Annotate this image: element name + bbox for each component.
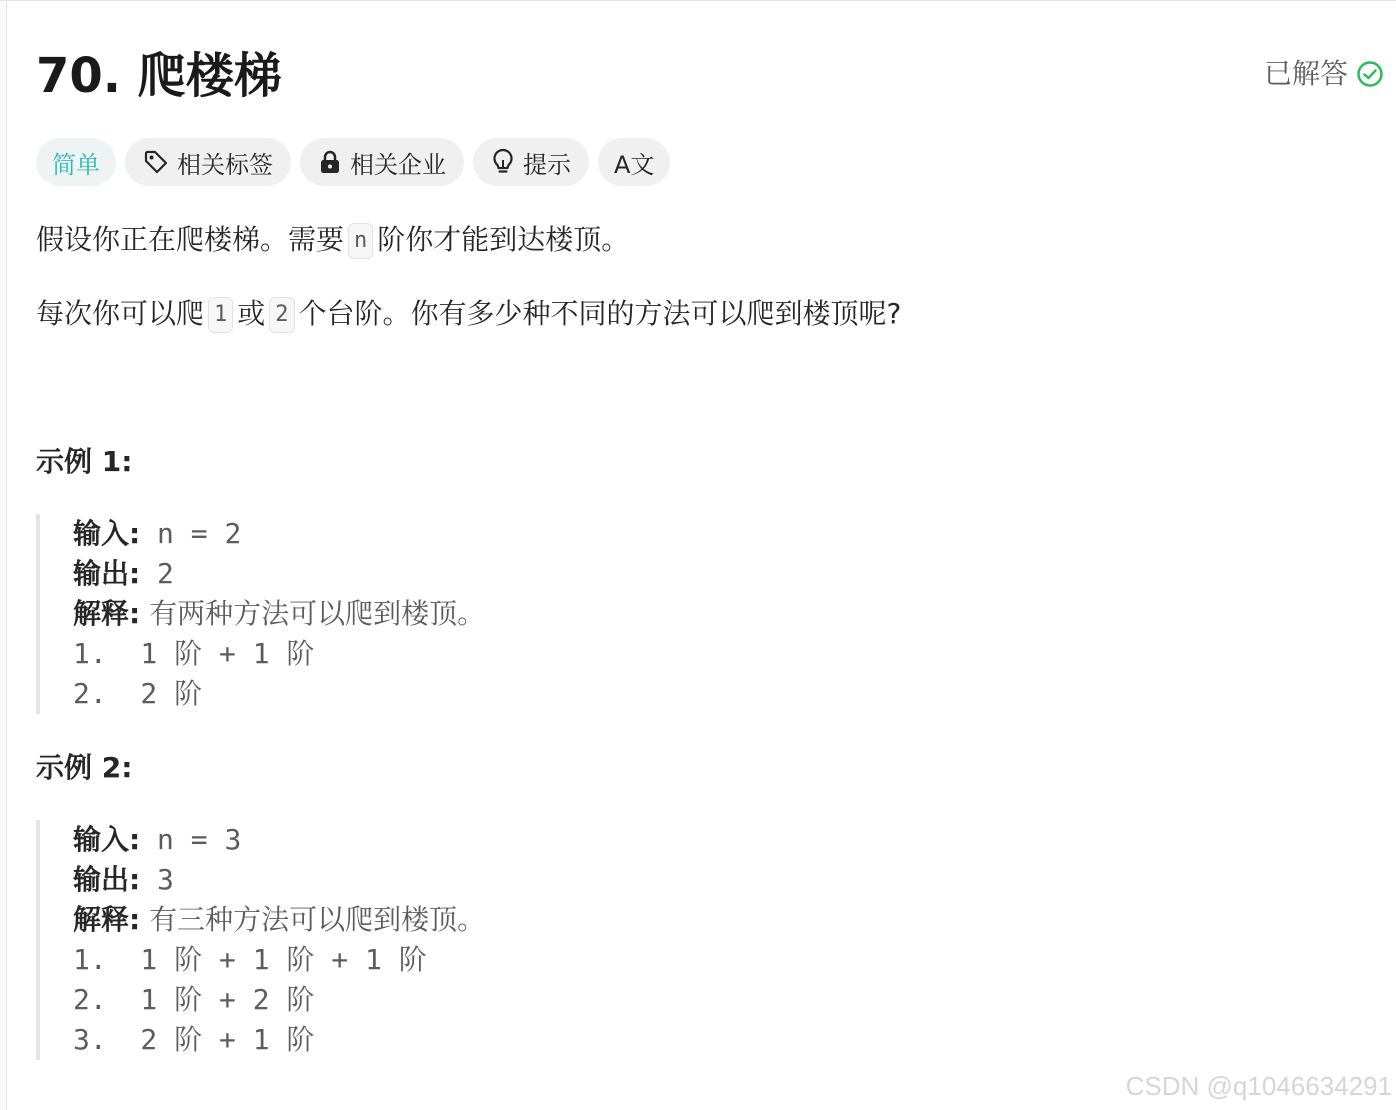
description-text: 假设你正在爬楼梯。需要 [36,223,345,256]
companies-label: 相关企业 [350,150,446,179]
hint-label: 提示 [523,150,571,179]
example-2-title: 示例 2: [36,751,133,784]
description-text: 或 [237,297,266,330]
description-paragraph-2 [36,294,901,334]
example-step: 2. 2 阶 [73,677,203,710]
explain-label: 解释: [73,597,141,630]
example-line [73,900,485,940]
example-line [73,514,485,554]
solved-label: 已解答 [1263,57,1348,90]
example-step: 1. 1 阶 + 1 阶 + 1 阶 [73,943,427,976]
example-2-block [36,820,485,1060]
top-divider [0,0,1396,1]
description-paragraph-1 [36,220,629,260]
example-line [73,860,485,900]
problem-title[interactable]: 70. 爬楼梯 [36,48,282,104]
example-step: 1. 1 阶 + 1 阶 [73,637,315,670]
hint-button[interactable] [473,138,589,186]
example-line [73,554,485,594]
inline-code: 1 [208,297,233,333]
input-value: n = 3 [140,823,242,856]
description-text: 个台阶。你有多少种不同的方法可以爬到楼顶呢? [298,297,902,330]
inline-code: 2 [269,297,294,333]
output-value: 3 [140,863,174,896]
topics-button[interactable] [125,138,291,186]
explain-label: 解释: [73,903,141,936]
explain-value: 有三种方法可以爬到楼顶。 [140,903,486,936]
difficulty-label: 简单 [52,150,100,179]
companies-button[interactable] [300,138,464,186]
tag-icon [143,149,169,175]
difficulty-badge [36,138,116,186]
output-value: 2 [140,557,174,590]
input-value: n = 2 [140,517,242,550]
example-1-block [36,514,485,714]
watermark: CSDN @q1046634291 [1125,1071,1392,1101]
input-label: 输入: [73,517,141,550]
solved-status [1264,56,1384,92]
inline-code: n [348,223,373,259]
output-label: 输出: [73,557,141,590]
example-line [73,594,485,634]
example-step: 2. 1 阶 + 2 阶 [73,983,315,1016]
input-label: 输入: [73,823,141,856]
tag-bar [36,138,670,186]
left-panel-edge [0,0,7,1110]
lightbulb-icon [491,148,515,176]
topics-label: 相关标签 [177,150,273,179]
description-text: 阶你才能到达楼顶。 [377,223,630,256]
lock-icon [318,149,342,175]
example-1-title: 示例 1: [36,445,133,478]
explain-value: 有两种方法可以爬到楼顶。 [140,597,486,630]
translate-icon: A文 [614,150,655,179]
example-line [73,820,485,860]
check-circle-icon [1356,60,1384,88]
output-label: 输出: [73,863,141,896]
example-step: 3. 2 阶 + 1 阶 [73,1023,315,1056]
translate-button[interactable] [598,138,670,186]
description-text: 每次你可以爬 [36,297,205,330]
